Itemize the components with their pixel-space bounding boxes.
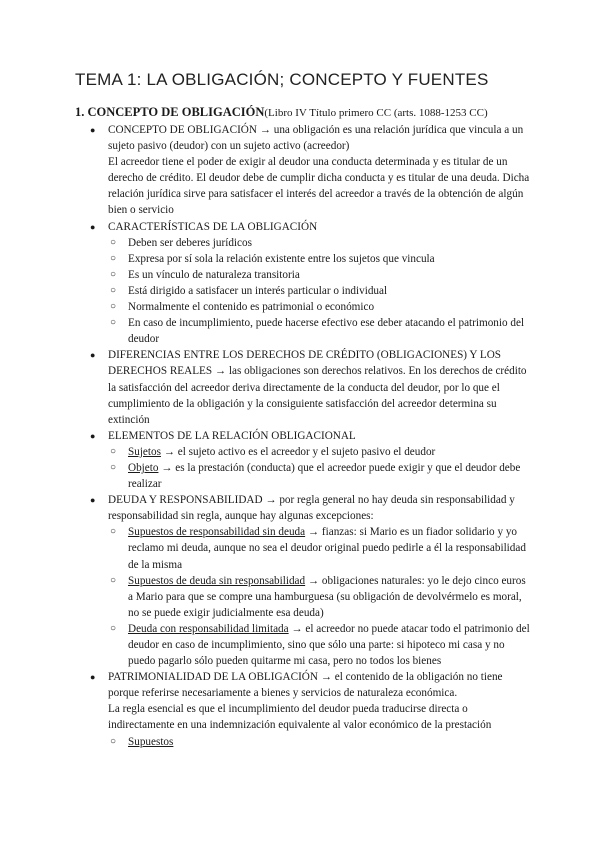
- term: Objeto: [128, 461, 159, 474]
- paragraph-concepto: El acreedor tiene el poder de exigir al deudor una conducta determinada y es titular de un derecho de crédito. El deudor debe de cumplir dicha conducta y es titular de una deuda. Dicha relación jurídica sirve para satisfacer el interés del acreedor a través de la obtención de algún bien o servicio: [108, 156, 530, 217]
- bullet-elementos: ● ELEMENTOS DE LA RELACIÓN OBLIGACIONAL: [90, 428, 530, 444]
- page-title: TEMA 1: LA OBLIGACIÓN; CONCEPTO Y FUENTES: [75, 70, 489, 89]
- term: Deuda con responsabilidad limitada: [128, 622, 289, 635]
- term: Supuestos de deuda sin responsabilidad: [128, 574, 306, 587]
- section-label: 1. CONCEPTO DE OBLIGACIÓN: [75, 105, 265, 119]
- list-item: [90, 444, 530, 460]
- list-item: [90, 524, 530, 572]
- list-item: ○ Expresa por sí sola la relación existente entre los sujetos que vincula: [90, 251, 530, 267]
- bullet-concepto: ● CONCEPTO DE OBLIGACIÓN → una obligación es una relación jurídica que vincula a un sujeto pasivo (deudor) con un sujeto activo (acreedor): [90, 122, 530, 154]
- term: Sujetos: [128, 445, 161, 458]
- section-reference: (Libro IV Título primero CC (arts. 1088-1253 CC): [264, 107, 488, 119]
- list-item: [90, 734, 530, 750]
- bullet-diferencias: ● DIFERENCIAS ENTRE LOS DERECHOS DE CRÉDITO (OBLIGACIONES) Y LOS DERECHOS REALES → las obligaciones son derechos relativos. En los derechos de crédito la satisfacción del acreedor deriva directamente de la conducta del deudor, por lo que el cumplimiento de la obligación y la consiguiente satisfacción del acreedor determina su extinción: [90, 347, 530, 427]
- definition: → obligaciones naturales: yo le dejo cinco euros a Mario para que se compre una hamburguesa (su obligación de devolvérmelo es moral, no se puede exigir judicialmente esa deuda): [128, 574, 526, 619]
- section-heading: [75, 105, 488, 120]
- term: Supuestos: [128, 735, 174, 748]
- definition: → el acreedor no puede atacar todo el patrimonio del deudor en caso de incumplimiento, sino que sólo una parte: si hipoteco mi casa y no puedo pagarlo sólo pueden quitarme mi casa, pero no todos los bienes: [128, 622, 530, 668]
- list-item: ○ En caso de incumplimiento, puede hacerse efectivo ese deber atacando el patrimonio del deudor: [90, 315, 530, 347]
- term: Supuestos de responsabilidad sin deuda: [128, 526, 306, 539]
- bullet-deuda: ● DEUDA Y RESPONSABILIDAD → por regla general no hay deuda sin responsabilidad y responsabilidad sin regla, aunque hay algunas excepciones:: [90, 492, 530, 524]
- list-item: [90, 460, 530, 492]
- list-item: ○ Normalmente el contenido es patrimonial o económico: [90, 299, 530, 315]
- bullet-patrimonialidad: ● PATRIMONIALIDAD DE LA OBLIGACIÓN → el contenido de la obligación no tiene porque referirse necesariamente a bienes y servicios de naturaleza económica.: [90, 669, 530, 701]
- definition: → es la prestación (conducta) que el acreedor puede exigir y que el deudor debe realizar: [128, 461, 521, 491]
- definition: → fianzas: si Mario es un fiador solidario y yo reclamo mi deuda, aunque no sea el deudor original puedo pedirle a él la responsabilidad de la misma: [128, 526, 526, 571]
- document-body: [90, 122, 530, 750]
- paragraph-patrimonialidad: La regla esencial es que el incumplimiento del deudor pueda traducirse directa o indirectamente en una indemnización equivalente al valor económico de la prestación: [108, 703, 492, 732]
- list-item: ○ Está dirigido a satisfacer un interés particular o individual: [90, 283, 530, 299]
- list-item: [90, 573, 530, 621]
- definition: → el sujeto activo es el acreedor y el sujeto pasivo el deudor: [160, 445, 436, 458]
- list-item: ○ Es un vínculo de naturaleza transitoria: [90, 267, 530, 283]
- bullet-caracteristicas: ● CARACTERÍSTICAS DE LA OBLIGACIÓN: [90, 219, 530, 235]
- list-item: [90, 621, 530, 669]
- list-item: ○ Deben ser deberes jurídicos: [90, 235, 530, 251]
